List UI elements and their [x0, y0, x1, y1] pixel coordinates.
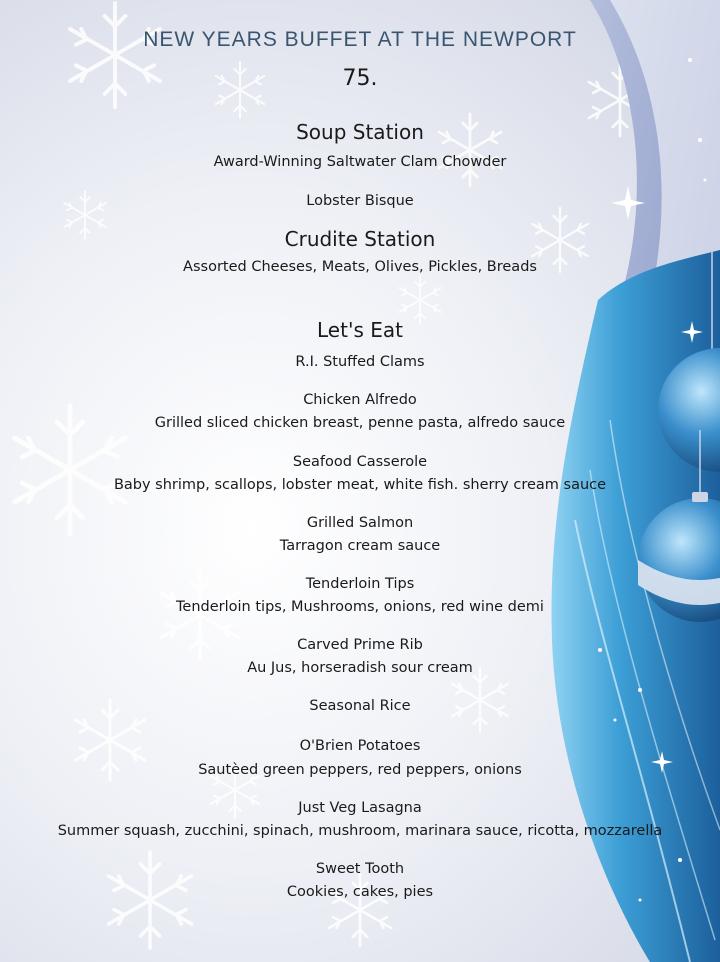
menu-item-description: Tenderloin tips, Mushrooms, onions, red wine demi: [176, 599, 544, 615]
menu-item-name: Seasonal Rice: [309, 698, 411, 714]
section-heading-soup: Soup Station: [296, 120, 424, 144]
menu-item: Award-Winning Saltwater Clam Chowder: [213, 154, 507, 170]
menu-item: Assorted Cheeses, Meats, Olives, Pickles, Breads: [183, 259, 537, 275]
menu-item-name: Grilled Salmon: [306, 515, 414, 531]
menu-item-name: Seafood Casserole: [292, 454, 428, 470]
menu-item-name: Tenderloin Tips: [305, 576, 415, 592]
menu-item-description: Grilled sliced chicken breast, penne pasta, alfredo sauce: [154, 415, 566, 431]
section-heading-crudite: Crudite Station: [284, 227, 436, 251]
menu-item-description: Baby shrimp, scallops, lobster meat, white fish. sherry cream sauce: [113, 477, 607, 493]
menu-item-description: Au Jus, horseradish sour cream: [247, 660, 473, 676]
menu-item-description: Sautèed green peppers, red peppers, onions: [198, 762, 522, 778]
section-heading-lets-eat: Let's Eat: [317, 318, 403, 342]
menu-item: Lobster Bisque: [306, 193, 414, 209]
menu-item-name: R.I. Stuffed Clams: [295, 354, 425, 370]
menu-title: NEW YEARS BUFFET AT THE NEWPORT: [143, 28, 577, 51]
menu-item-name: Just Veg Lasagna: [298, 800, 422, 816]
menu-item-name: O'Brien Potatoes: [299, 738, 421, 754]
menu-item-description: Tarragon cream sauce: [279, 538, 441, 554]
menu-item-name: Sweet Tooth: [315, 861, 405, 877]
menu-item-name: Carved Prime Rib: [297, 637, 423, 653]
menu-item-name: Chicken Alfredo: [303, 392, 417, 408]
price: 75.: [342, 66, 378, 91]
menu-item-description: Cookies, cakes, pies: [286, 884, 434, 900]
menu-item-description: Summer squash, zucchini, spinach, mushroom, marinara sauce, ricotta, mozzarella: [57, 823, 663, 839]
